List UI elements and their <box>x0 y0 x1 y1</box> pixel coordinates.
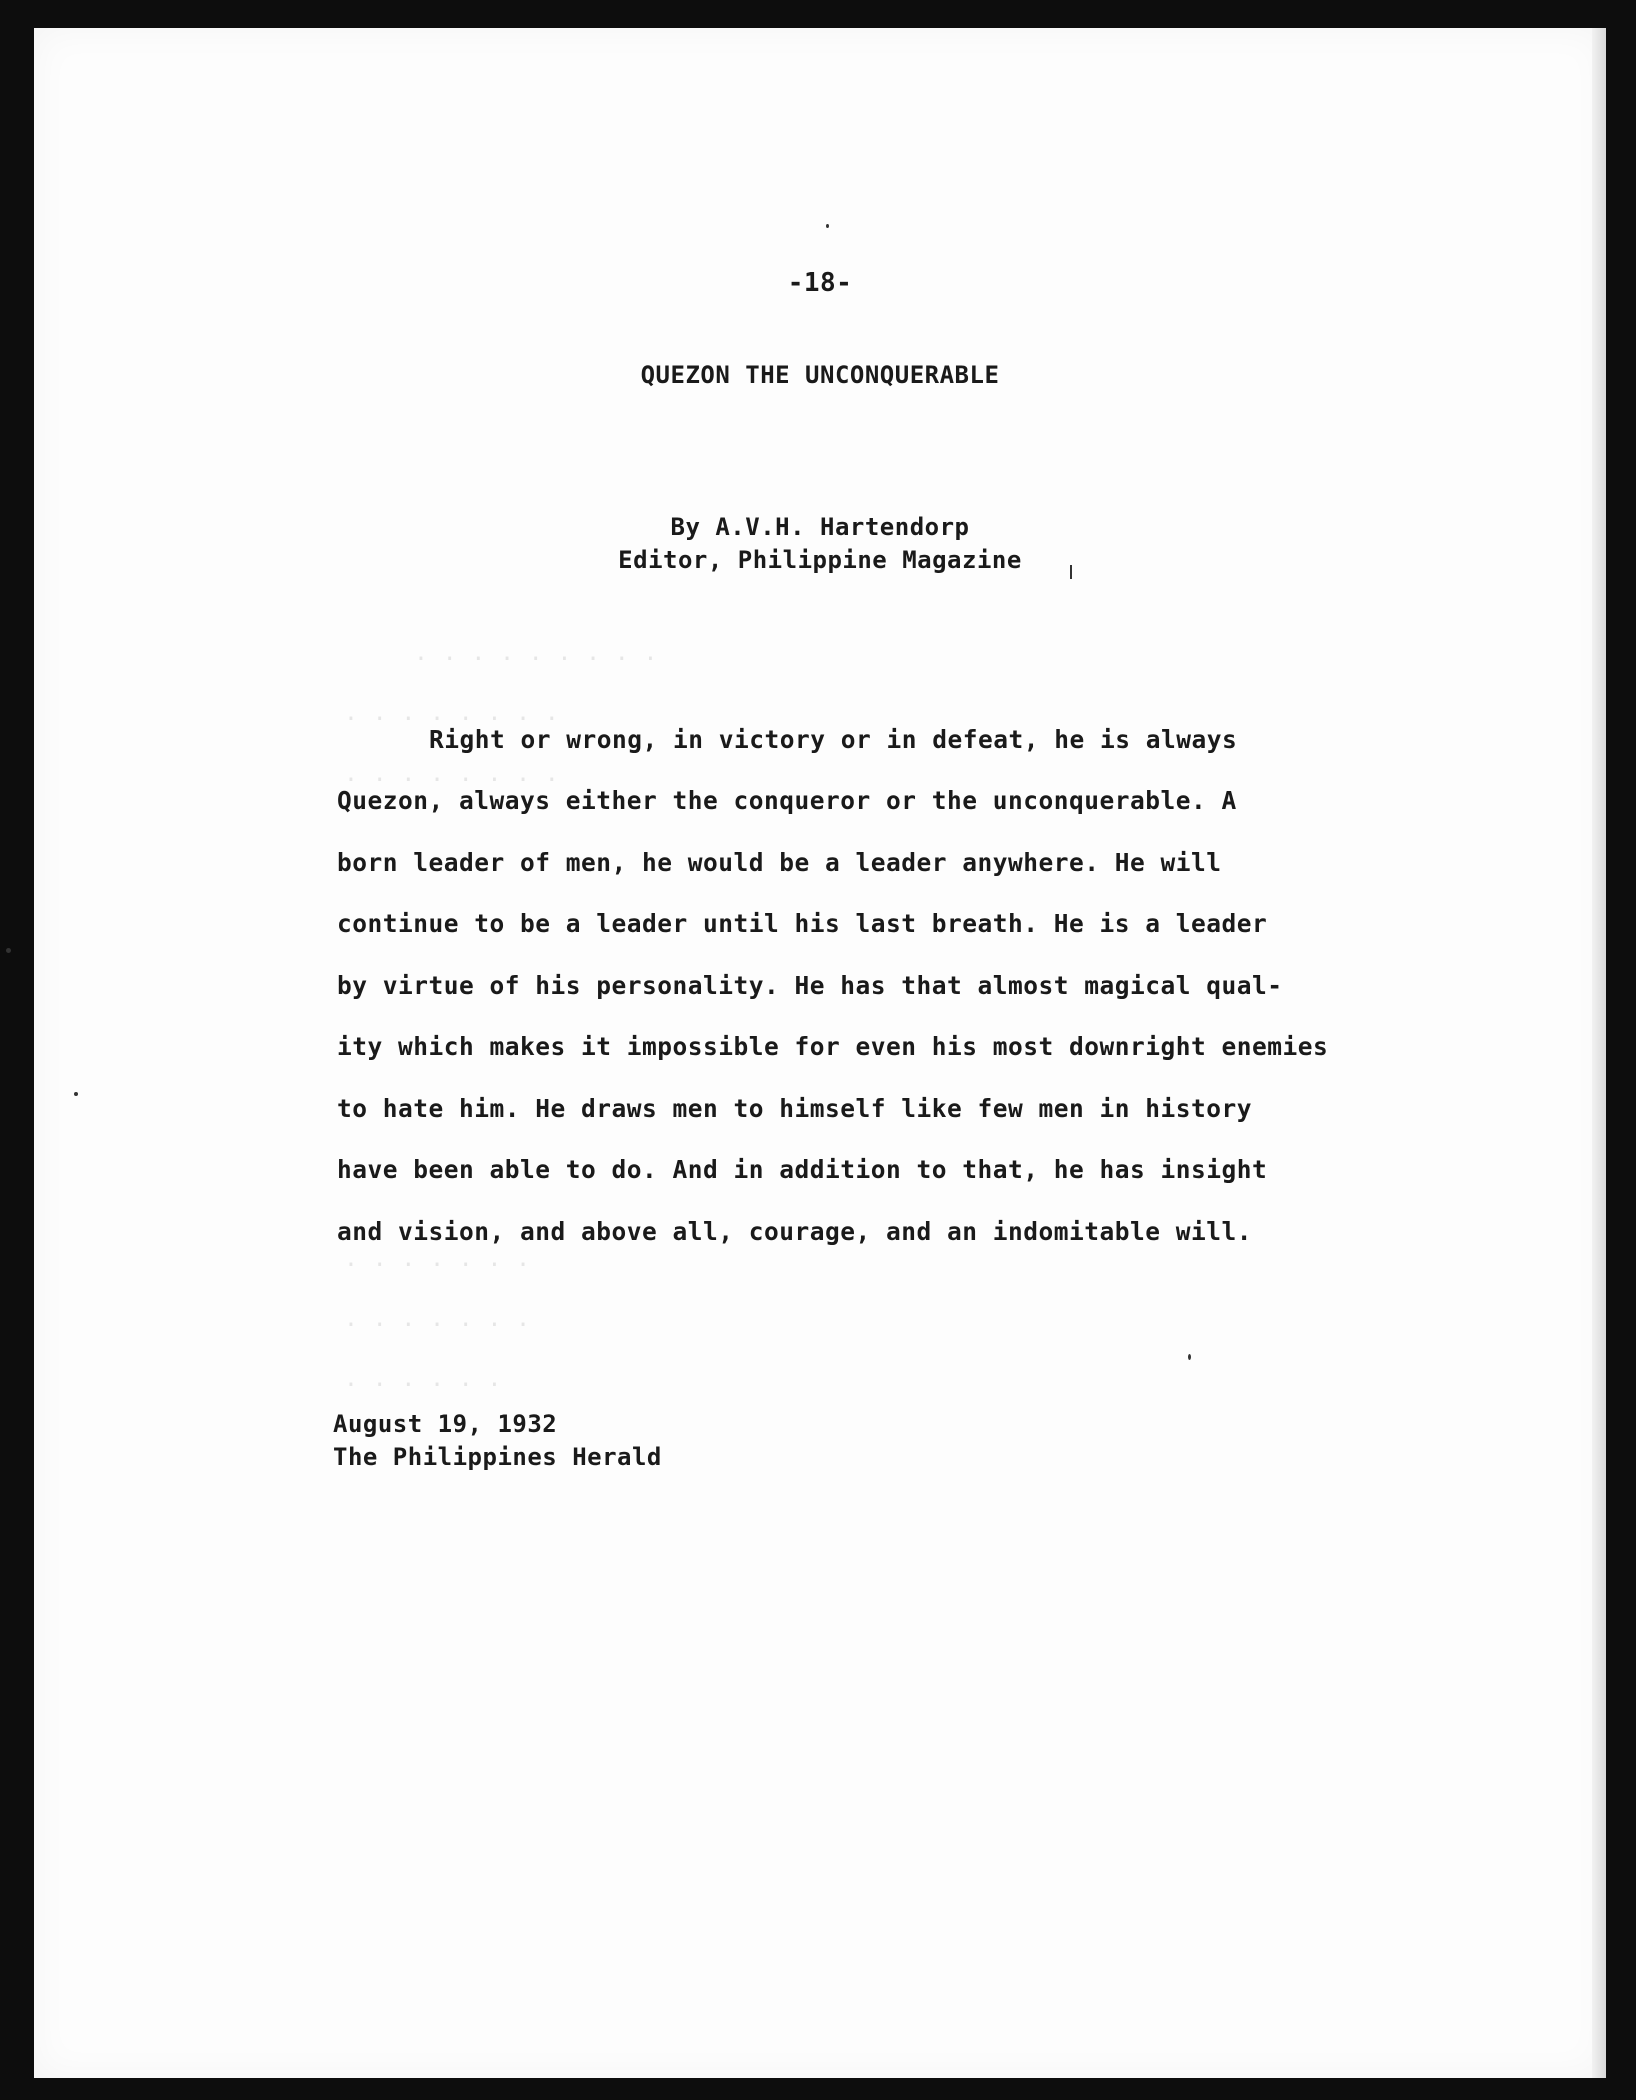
paper-edge <box>1592 28 1606 2078</box>
bleed-through-line: . . . . . . . . . <box>414 640 658 666</box>
dust-speck <box>1070 565 1072 579</box>
bleed-through-line: . . . . . . <box>344 1366 502 1392</box>
byline-role: Editor, Philippine Magazine <box>618 546 1022 574</box>
footer <box>333 1408 662 1474</box>
bleed-through-line: . . . . . . . . <box>344 700 560 726</box>
footer-source: The Philippines Herald <box>333 1443 662 1471</box>
footer-date: August 19, 1932 <box>333 1410 558 1438</box>
bleed-through-line: . . . . . . . <box>344 1246 531 1272</box>
body-line-4: continue to be a leader until his last breath. He is a leader <box>337 909 1268 938</box>
body-line-6: ity which makes it impossible for even his most downright enemies <box>337 1032 1329 1061</box>
page-number: -18- <box>787 268 853 298</box>
dust-speck <box>74 1092 78 1096</box>
dust-speck <box>6 948 11 953</box>
body-line-5: by virtue of his personality. He has that almost magical qual- <box>337 971 1283 1000</box>
body-line-3: born leader of men, he would be a leader anywhere. He will <box>337 848 1222 877</box>
body-line-7: to hate him. He draws men to himself like few men in history <box>337 1094 1253 1123</box>
byline <box>34 511 1606 577</box>
body-line-9: and vision, and above all, courage, and an indomitable will. <box>337 1217 1253 1246</box>
bleed-through-line: . . . . . . . . <box>344 761 560 787</box>
paper-sheet <box>34 28 1606 2078</box>
article-title: QUEZON THE UNCONQUERABLE <box>640 361 1000 389</box>
bleed-through-line: . . . . . . . <box>344 1306 531 1332</box>
dust-speck <box>826 224 829 228</box>
body-line-2: Quezon, always either the conqueror or the unconquerable. A <box>337 786 1237 815</box>
body-line-8: have been able to do. And in addition to that, he has insight <box>337 1155 1268 1184</box>
byline-author: By A.V.H. Hartendorp <box>670 513 970 541</box>
body-line-1: Right or wrong, in victory or in defeat, he is always <box>429 725 1238 754</box>
dust-speck <box>1188 1354 1191 1360</box>
